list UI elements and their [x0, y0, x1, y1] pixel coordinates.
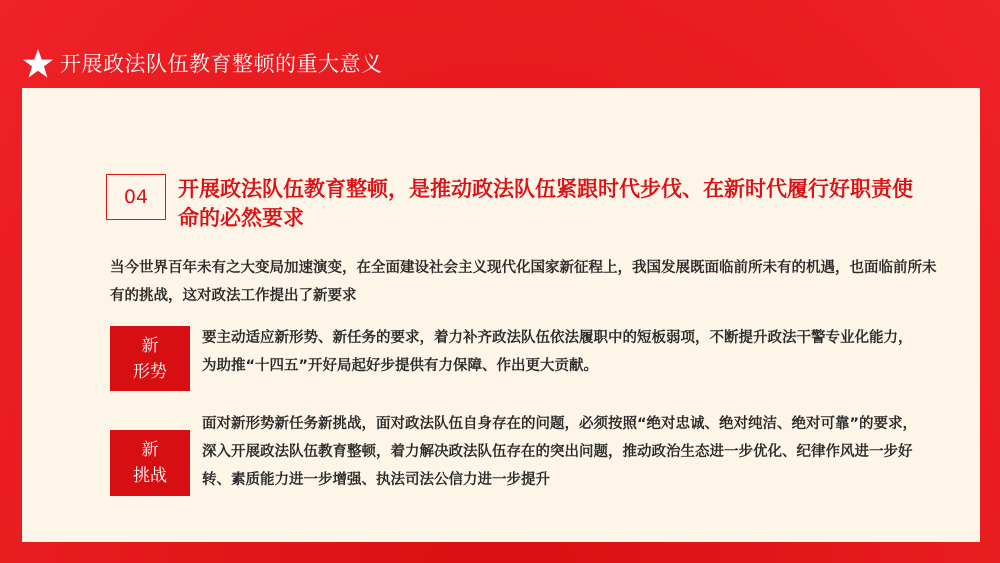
point-text-new-challenge: 面对新形势新任务新挑战，面对政法队伍自身存在的问题，必须按照“绝对忠诚、绝对纯洁、绝对可靠”的要求，深入开展政法队伍教育整顿，着力解决政法队伍存在的突出问题，推动政治生态进一步优化、纪律作风进一步好转、素质能力进一步增强、执法司法公信力进一步提升: [202, 416, 918, 488]
section-heading: 开展政法队伍教育整顿，是推动政法队伍紧跟时代步伐、在新时代履行好职责使命的必然要求: [178, 177, 913, 230]
intro-paragraph: 当今世界百年未有之大变局加速演变，在全面建设社会主义现代化国家新征程上，我国发展既面临前所未有的机遇，也面临前所未有的挑战，这对政法工作提出了新要求: [110, 260, 937, 304]
slide-header: [0, 0, 1000, 88]
star-icon: [22, 48, 54, 80]
tag-line: 新: [141, 335, 159, 356]
content-panel: [22, 88, 980, 542]
tag-new-challenge: [110, 430, 190, 496]
section-number-box: 04: [106, 174, 166, 220]
tag-line: 新: [141, 440, 159, 460]
tag-line: 形势: [133, 361, 167, 382]
tag-new-situation: [110, 326, 190, 391]
point-text-new-situation: 要主动适应新形势、新任务的要求，着力补齐政法队伍依法履职中的短板弱项，不断提升政法干警专业化能力，为助推“十四五”开好局起好步提供有力保障、作出更大贡献。: [202, 330, 913, 374]
tag-line: 挑战: [133, 466, 167, 486]
header-title: 开展政法队伍教育整顿的重大意义: [60, 52, 383, 76]
